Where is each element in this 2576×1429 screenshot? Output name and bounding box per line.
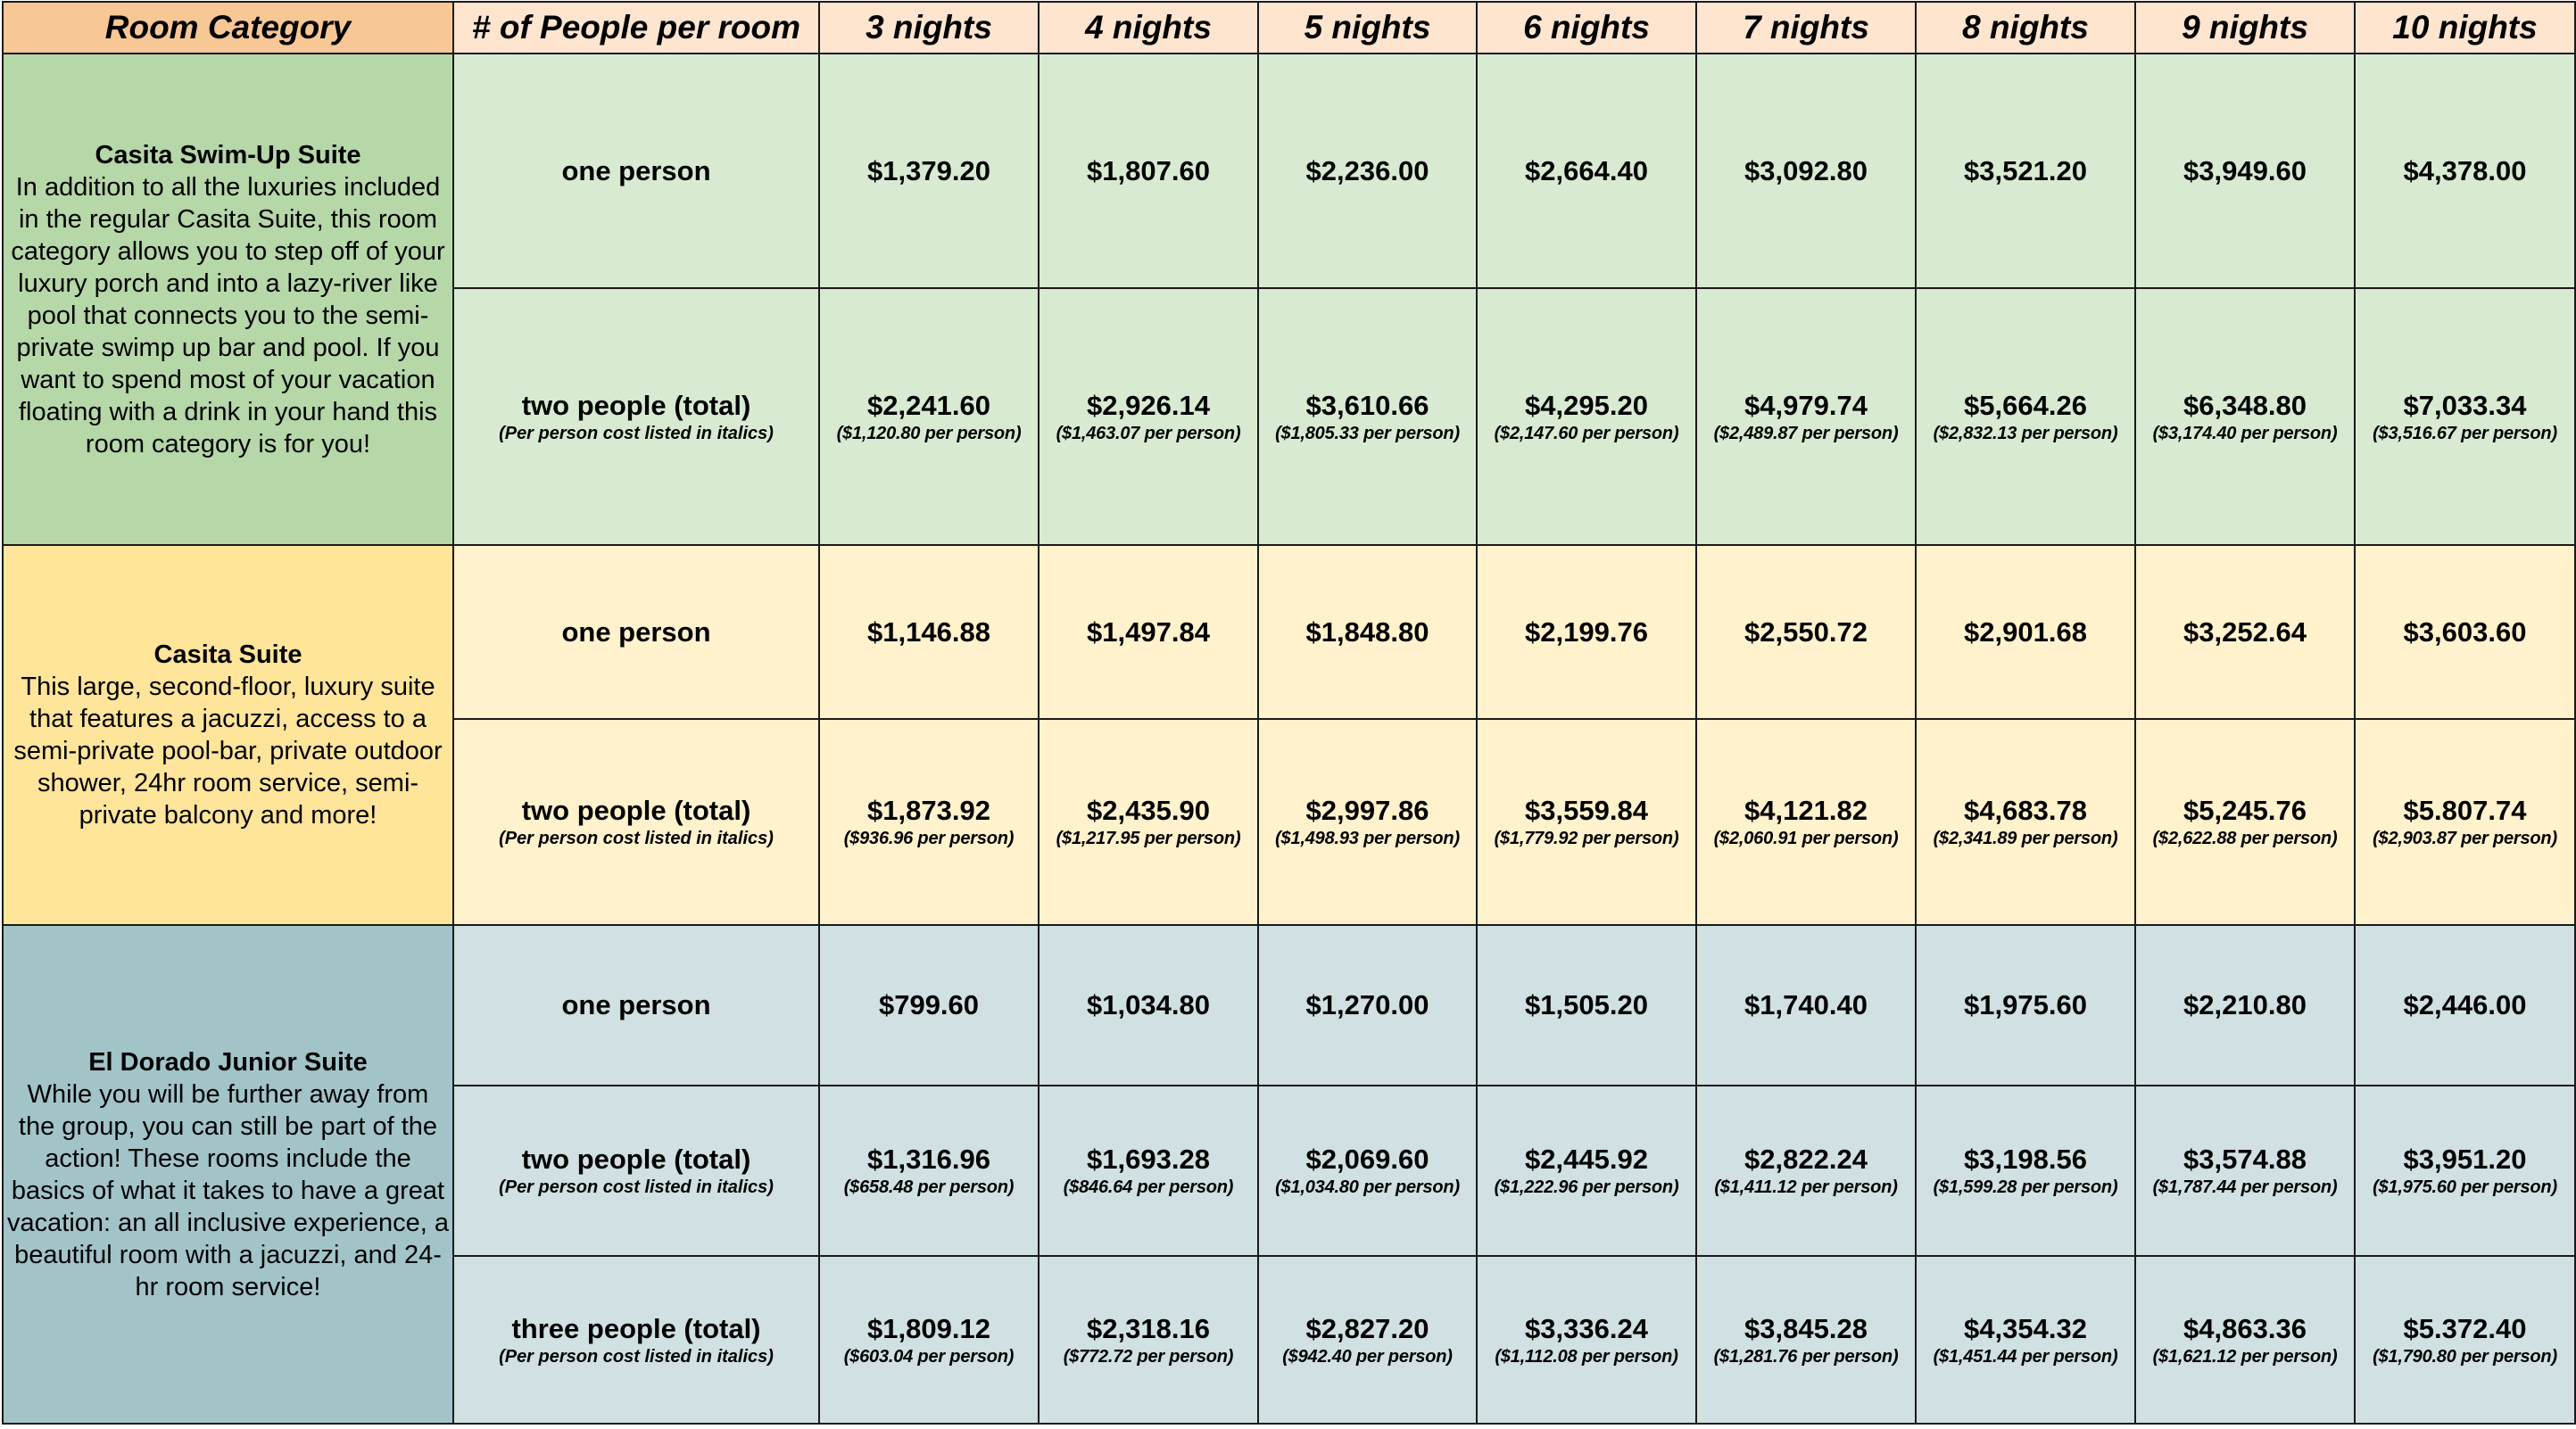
price-total: $2,210.80 [2183,989,2307,1020]
price-total: $4,979.74 [1744,389,1868,421]
price-total: $1,505.20 [1525,989,1648,1020]
room-category-cell [3,925,453,1424]
price-total: $1,693.28 [1087,1144,1210,1175]
price-cell [1696,925,1916,1086]
price-total: $4,295.20 [1525,389,1648,421]
price-total: $6,348.80 [2183,389,2307,421]
header-nights: 7 nights [1696,2,1916,54]
price-total: $1,270.00 [1305,989,1429,1020]
price-cell [1039,288,1258,545]
price-cell [1696,1086,1916,1256]
price-per-person: ($942.40 per person) [1282,1346,1453,1367]
people-cell [453,54,819,288]
price-cell [1258,545,1477,719]
header-people-per-room: # of People per room [453,2,819,54]
price-total: $4,354.32 [1964,1312,2087,1344]
pricing-table [2,1,2576,1425]
price-total: $1,848.80 [1305,615,1429,648]
per-person-note: (Per person cost listed in italics) [499,829,774,848]
price-cell [2355,1086,2575,1256]
price-per-person: ($1,217.95 per person) [1056,829,1241,848]
price-total: $4,683.78 [1964,795,2087,826]
price-cell [819,54,1039,288]
price-cell [1039,925,1258,1086]
price-per-person: ($1,787.44 per person) [2152,1177,2338,1197]
room-category-description: In addition to all the luxuries included in the regular Casita Suite, this room category allows you to step off of your luxury porch and into a lazy-river like pool that connects you to the semi-private swimp up bar and pool. If you want to spend most of your vacation floating with a drink in your hand this room category is for you! [11,172,445,458]
people-label: one person [561,154,711,186]
price-total: $1,034.80 [1087,989,1210,1020]
price-per-person: ($936.96 per person) [843,829,1015,848]
price-total: $2,318.16 [1087,1312,1210,1344]
price-cell [1258,1086,1477,1256]
price-per-person: ($1,281.76 per person) [1713,1346,1899,1367]
price-cell [2355,545,2575,719]
price-cell [2135,288,2355,545]
price-cell [1258,719,1477,925]
price-total: $2,822.24 [1744,1144,1868,1175]
price-total: $3,610.66 [1305,389,1429,421]
price-total: $3,951.20 [2403,1144,2527,1175]
price-total: $2,199.76 [1525,615,1648,648]
price-total: $1,975.60 [1964,989,2087,1020]
people-cell [453,719,819,925]
price-total: $799.60 [878,989,980,1020]
price-cell [2135,719,2355,925]
price-total: $2,550.72 [1744,615,1868,648]
header-nights: 3 nights [819,2,1039,54]
price-cell [819,1256,1039,1424]
price-per-person: ($2,489.87 per person) [1713,423,1899,443]
header-nights: 5 nights [1258,2,1477,54]
per-person-note: (Per person cost listed in italics) [499,1177,774,1197]
people-label: two people (total) [521,795,751,826]
price-total: $2,997.86 [1305,795,1429,826]
price-total: $3,092.80 [1744,154,1868,186]
price-total: $1,146.88 [867,615,990,648]
people-label: two people (total) [521,1144,751,1175]
price-cell [1258,925,1477,1086]
price-total: $3,252.64 [2183,615,2307,648]
price-total: $2,435.90 [1087,795,1210,826]
price-per-person: ($1,599.28 per person) [1933,1177,2118,1197]
price-cell [2135,1256,2355,1424]
price-total: $1,807.60 [1087,154,1210,186]
price-total: $1,497.84 [1087,615,1210,648]
price-total: $5,245.76 [2183,795,2307,826]
price-cell [1039,545,1258,719]
price-cell [2355,925,2575,1086]
header-nights: 10 nights [2355,2,2575,54]
price-cell [1258,288,1477,545]
price-total: $2,069.60 [1305,1144,1429,1175]
price-per-person: ($1,975.60 per person) [2373,1177,2557,1197]
price-total: $3,336.24 [1525,1312,1648,1344]
price-cell [1916,1256,2135,1424]
price-total: $3,521.20 [1964,154,2087,186]
price-cell [1039,1086,1258,1256]
price-cell [1039,1256,1258,1424]
table-row [3,925,2575,1086]
people-label: one person [561,989,711,1020]
price-total: $5,664.26 [1964,389,2087,421]
price-per-person: ($2,147.60 per person) [1494,423,1679,443]
price-per-person: ($1,779.92 per person) [1494,829,1679,848]
price-per-person: ($1,120.80 per person) [836,423,1022,443]
price-total: $2,926.14 [1087,389,1210,421]
price-per-person: ($1,411.12 per person) [1714,1177,1898,1197]
price-per-person: ($1,451.44 per person) [1933,1346,2118,1367]
people-label: one person [561,615,711,648]
room-category-title: Casita Suite [153,640,302,669]
header-room-category: Room Category [3,2,453,54]
price-cell [1258,54,1477,288]
price-cell [1696,288,1916,545]
price-total: $4,863.36 [2183,1312,2307,1344]
price-per-person: ($658.48 per person) [843,1177,1015,1197]
price-cell [1039,719,1258,925]
price-per-person: ($1,790.80 per person) [2373,1346,2557,1367]
price-cell [2355,54,2575,288]
people-label: two people (total) [521,389,751,421]
price-cell [1696,1256,1916,1424]
price-total: $3,198.56 [1964,1144,2087,1175]
price-total: $1,873.92 [867,795,990,826]
price-cell [1696,719,1916,925]
per-person-note: (Per person cost listed in italics) [499,1346,774,1367]
price-total: $3,559.84 [1525,795,1648,826]
price-cell [2135,54,2355,288]
price-cell [819,1086,1039,1256]
price-per-person: ($1,498.93 per person) [1275,829,1460,848]
people-cell [453,1256,819,1424]
room-category-description: This large, second-floor, luxury suite that features a jacuzzi, access to a semi-private pool-bar, private outdoor shower, 24hr room service, semi-private balcony and more! [13,673,443,830]
price-cell [1696,54,1916,288]
price-per-person: ($603.04 per person) [843,1346,1015,1367]
price-cell [1477,545,1696,719]
per-person-note: (Per person cost listed in italics) [499,423,774,443]
price-cell [1916,1086,2135,1256]
price-per-person: ($2,060.91 per person) [1713,829,1899,848]
header-nights: 8 nights [1916,2,2135,54]
room-category-cell [3,545,453,925]
price-per-person: ($1,222.96 per person) [1494,1177,1679,1197]
price-total: $7,033.34 [2403,389,2527,421]
room-category-cell [3,54,453,545]
price-cell [1477,288,1696,545]
room-category-description: While you will be further away from the group, you can still be part of the action! These rooms include the basics of what it takes to have a great vacation: an all inclusive experience, a beautiful room with a jacuzzi, and 24-hr room service! [7,1079,449,1301]
price-total: $4,121.82 [1744,795,1868,826]
price-cell [819,925,1039,1086]
price-cell [1916,288,2135,545]
price-cell [1477,719,1696,925]
price-cell [1477,1256,1696,1424]
price-per-person: ($1,034.80 per person) [1275,1177,1460,1197]
price-per-person: ($1,112.08 per person) [1495,1346,1678,1367]
price-cell [1916,54,2135,288]
price-cell [819,288,1039,545]
price-total: $2,446.00 [2403,989,2527,1020]
price-total: $4,378.00 [2403,154,2527,186]
price-per-person: ($1,805.33 per person) [1275,423,1460,443]
price-cell [1477,925,1696,1086]
header-nights: 6 nights [1477,2,1696,54]
price-total: $1,740.40 [1744,989,1868,1020]
price-total: $5.807.74 [2403,795,2527,826]
price-cell [2355,1256,2575,1424]
price-total: $5.372.40 [2403,1312,2527,1344]
price-per-person: ($2,832.13 per person) [1933,423,2118,443]
price-cell [2135,545,2355,719]
price-total: $2,827.20 [1305,1312,1429,1344]
price-cell [2355,288,2575,545]
price-cell [1916,545,2135,719]
price-cell [1696,545,1916,719]
price-total: $3,574.88 [2183,1144,2307,1175]
price-cell [819,719,1039,925]
price-total: $3,603.60 [2403,615,2527,648]
price-total: $3,845.28 [1744,1312,1868,1344]
price-total: $1,809.12 [867,1312,990,1344]
price-per-person: ($1,621.12 per person) [2152,1346,2338,1367]
price-cell [2135,1086,2355,1256]
price-per-person: ($3,516.67 per person) [2373,423,2557,443]
price-total: $2,236.00 [1305,154,1429,186]
price-per-person: ($1,463.07 per person) [1056,423,1241,443]
price-cell [819,545,1039,719]
price-cell [1039,54,1258,288]
header-nights: 9 nights [2135,2,2355,54]
price-total: $1,379.20 [867,154,990,186]
price-per-person: ($846.64 per person) [1063,1177,1234,1197]
price-per-person: ($2,903.87 per person) [2373,829,2557,848]
price-cell [2135,925,2355,1086]
table-row [3,54,2575,288]
table-row [3,545,2575,719]
room-category-title: El Dorado Junior Suite [88,1047,368,1077]
room-category-title: Casita Swim-Up Suite [95,140,361,169]
price-total: $2,445.92 [1525,1144,1648,1175]
price-total: $2,664.40 [1525,154,1648,186]
price-cell [1477,54,1696,288]
price-cell [1258,1256,1477,1424]
people-label: three people (total) [511,1312,761,1344]
price-total: $2,241.60 [867,389,990,421]
price-total: $2,901.68 [1964,615,2087,648]
price-total: $3,949.60 [2183,154,2307,186]
price-cell [1477,1086,1696,1256]
price-per-person: ($2,341.89 per person) [1933,829,2118,848]
price-per-person: ($2,622.88 per person) [2152,829,2338,848]
price-per-person: ($772.72 per person) [1063,1346,1234,1367]
price-cell [1916,719,2135,925]
price-cell [2355,719,2575,925]
people-cell [453,925,819,1086]
people-cell [453,545,819,719]
header-row [3,2,2575,54]
price-cell [1916,925,2135,1086]
price-per-person: ($3,174.40 per person) [2152,423,2338,443]
price-total: $1,316.96 [867,1144,990,1175]
people-cell [453,1086,819,1256]
people-cell [453,288,819,545]
header-nights: 4 nights [1039,2,1258,54]
